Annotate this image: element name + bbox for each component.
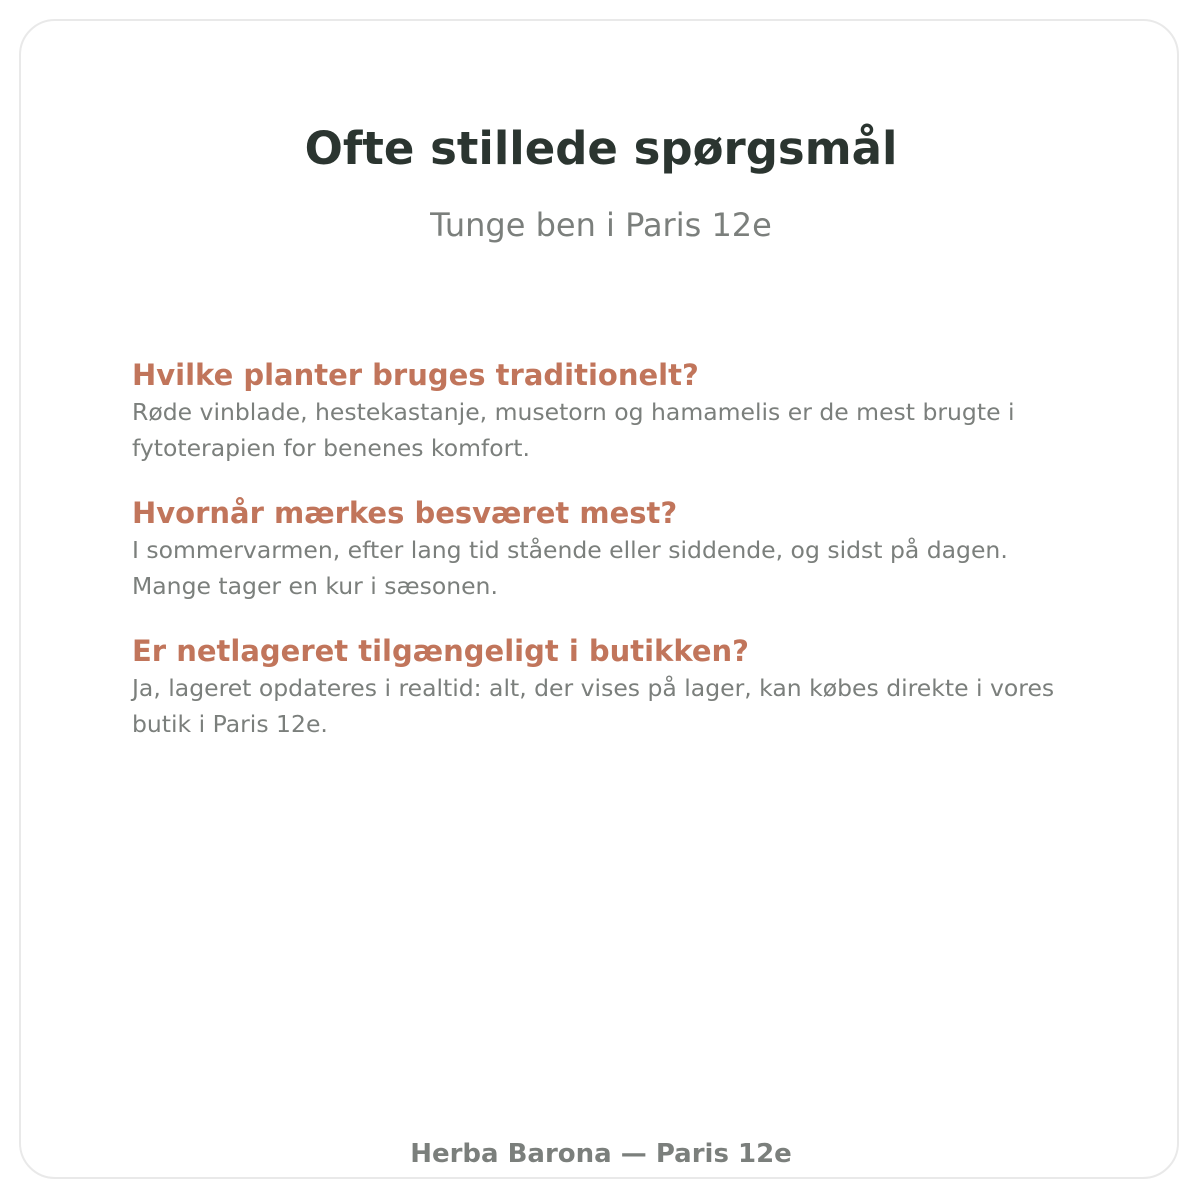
faq-answer: I sommervarmen, efter lang tid stående eller siddende, og sidst på dagen. Mange tager en kur i sæsonen. — [132, 536, 1008, 600]
faq-item — [132, 632, 1082, 742]
faq-list — [132, 356, 1082, 770]
faq-item — [132, 494, 1082, 604]
page-subtitle: Tunge ben i Paris 12e — [430, 206, 772, 244]
faq-question: Er netlageret tilgængeligt i butikken? — [132, 634, 749, 668]
faq-question: Hvornår mærkes besværet mest? — [132, 496, 678, 530]
footer-brand: Herba Barona — Paris 12e — [410, 1139, 792, 1169]
faq-answer: Røde vinblade, hestekastanje, musetorn og hamamelis er de mest brugte i fytoterapien for benenes komfort. — [132, 398, 1015, 462]
faq-answer: Ja, lageret opdateres i realtid: alt, der vises på lager, kan købes direkte i vores butik i Paris 12e. — [132, 674, 1055, 738]
page-title: Ofte stillede spørgsmål — [304, 122, 898, 175]
faq-item — [132, 356, 1082, 466]
faq-card — [19, 19, 1179, 1179]
faq-question: Hvilke planter bruges traditionelt? — [132, 358, 699, 392]
